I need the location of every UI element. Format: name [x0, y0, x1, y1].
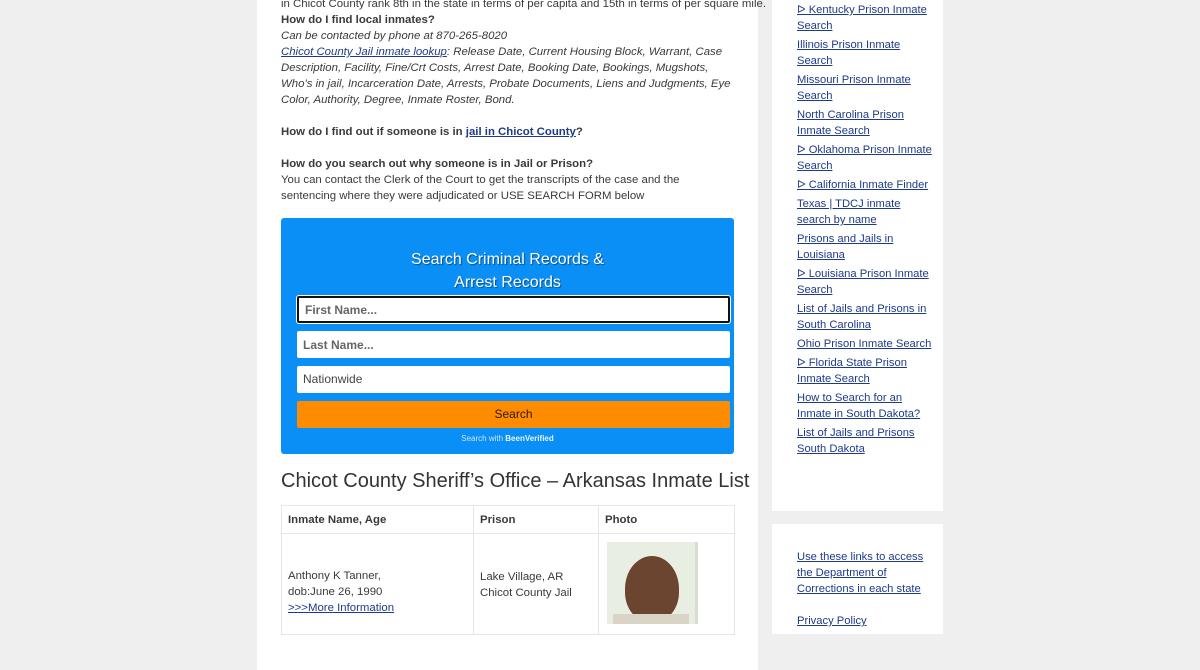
doc-links-link[interactable]: Use these links to access the Department of Corrections in each state [797, 551, 924, 595]
sidebar-link-north-carolina[interactable]: North Carolina Prison Inmate Search [797, 109, 904, 137]
sidebar-link-louisiana-jails[interactable]: Prisons and Jails in Louisiana [797, 233, 894, 261]
inmate-name-cell [282, 534, 474, 635]
question-find-local: How do I find local inmates? [281, 14, 435, 26]
sidebar-link-oklahoma[interactable]: ᐅ Oklahoma Prison Inmate Search [797, 144, 932, 172]
search-form-title [281, 248, 734, 294]
mugshot-shirt [613, 614, 689, 624]
sidebar-link-missouri[interactable]: Missouri Prison Inmate Search [797, 74, 911, 102]
sidebar-link-florida[interactable]: ᐅ Florida State Prison Inmate Search [797, 357, 907, 385]
sidebar-link-louisiana-prison[interactable]: ᐅ Louisiana Prison Inmate Search [797, 268, 929, 296]
mugshot-face [625, 556, 679, 622]
search-title-line1: Search Criminal Records & [411, 251, 604, 268]
search-button[interactable]: Search [297, 401, 730, 428]
sidebar-link-ohio[interactable]: Ohio Prison Inmate Search [797, 338, 932, 350]
search-title-line2: Arrest Records [454, 274, 561, 291]
sidebar-links-card [772, 0, 943, 511]
last-name-input[interactable] [297, 331, 730, 358]
jail-in-chicot-link[interactable]: jail in Chicot County [465, 126, 576, 138]
sidebar-link-kentucky[interactable]: ᐅ Kentucky Prison Inmate Search [797, 4, 927, 32]
jail-lookup-link[interactable]: Chicot County Jail inmate lookup [281, 46, 447, 58]
inmate-name: Anthony K Tanner, [288, 570, 381, 582]
criminal-records-search-form [281, 218, 734, 454]
powered-by [281, 434, 734, 443]
column-header-photo: Photo [599, 506, 735, 534]
question-prefix: How do I find out if someone is in [281, 126, 466, 138]
question-find-out [281, 124, 583, 140]
table-header-row [282, 506, 735, 534]
inmate-mugshot[interactable] [607, 542, 698, 624]
column-header-prison: Prison [474, 506, 599, 534]
photo-cell [599, 534, 735, 635]
lookup-description: : Release Date, Current Housing Block, Warrant, Case Description, Facility, Fine/Crt Costs, Arrest Date, Booking Date, Bookings, Mugshots, Who’s in jail, Incarceration Date, Arrests, Probate Documents, Liens and Judgments, Eye Color, Authority, Degree, Inmate Roster, Bond. [281, 46, 731, 106]
sidebar-link-south-dakota-search[interactable]: How to Search for an Inmate in South Dakota? [797, 392, 921, 420]
column-header-name: Inmate Name, Age [282, 506, 474, 534]
inmate-table [281, 505, 735, 635]
sidebar-info-links [797, 549, 937, 629]
sidebar-info-card [772, 524, 943, 634]
question-why: How do you search out why someone is in Jail or Prison? [281, 158, 594, 170]
privacy-policy-link[interactable]: Privacy Policy [797, 615, 867, 627]
answer-why: You can contact the Clerk of the Court to get the transcripts of the case and the sentencing where they were adjudicated or USE SEARCH FORM below [281, 174, 680, 202]
sidebar-link-illinois[interactable]: Illinois Prison Inmate Search [797, 39, 901, 67]
sidebar-link-texas[interactable]: Texas | TDCJ inmate search by name [797, 198, 901, 226]
powered-brand: BeenVerified [505, 434, 554, 443]
prison-city: Lake Village, AR [480, 571, 564, 583]
prison-name: Chicot County Jail [480, 587, 572, 599]
phone-text: Can be contacted by phone at 870-265-8020 [281, 30, 508, 42]
more-information-link[interactable]: >>>More Information [288, 602, 395, 614]
state-prison-links [797, 2, 937, 460]
sidebar-link-south-dakota-list[interactable]: List of Jails and Prisons South Dakota [797, 427, 915, 455]
inmate-dob: dob:June 26, 1990 [288, 586, 383, 598]
sidebar-link-california[interactable]: ᐅ California Inmate Finder [797, 179, 929, 191]
powered-prefix: Search with [461, 434, 506, 443]
question-suffix: ? [575, 126, 583, 138]
lookup-paragraph [281, 44, 734, 108]
sidebar-link-south-carolina[interactable]: List of Jails and Prisons in South Carolina [797, 303, 927, 331]
table-row [282, 534, 735, 635]
state-select[interactable]: Nationwide [297, 366, 730, 393]
prison-cell [474, 534, 599, 635]
intro-text: in Chicot County rank 8th in the state in terms of per capita and 15th in terms of per square mile. [281, 0, 766, 10]
first-name-input[interactable] [297, 296, 730, 323]
inmate-list-heading: Chicot County Sheriff’s Office – Arkansas Inmate List [281, 470, 750, 492]
